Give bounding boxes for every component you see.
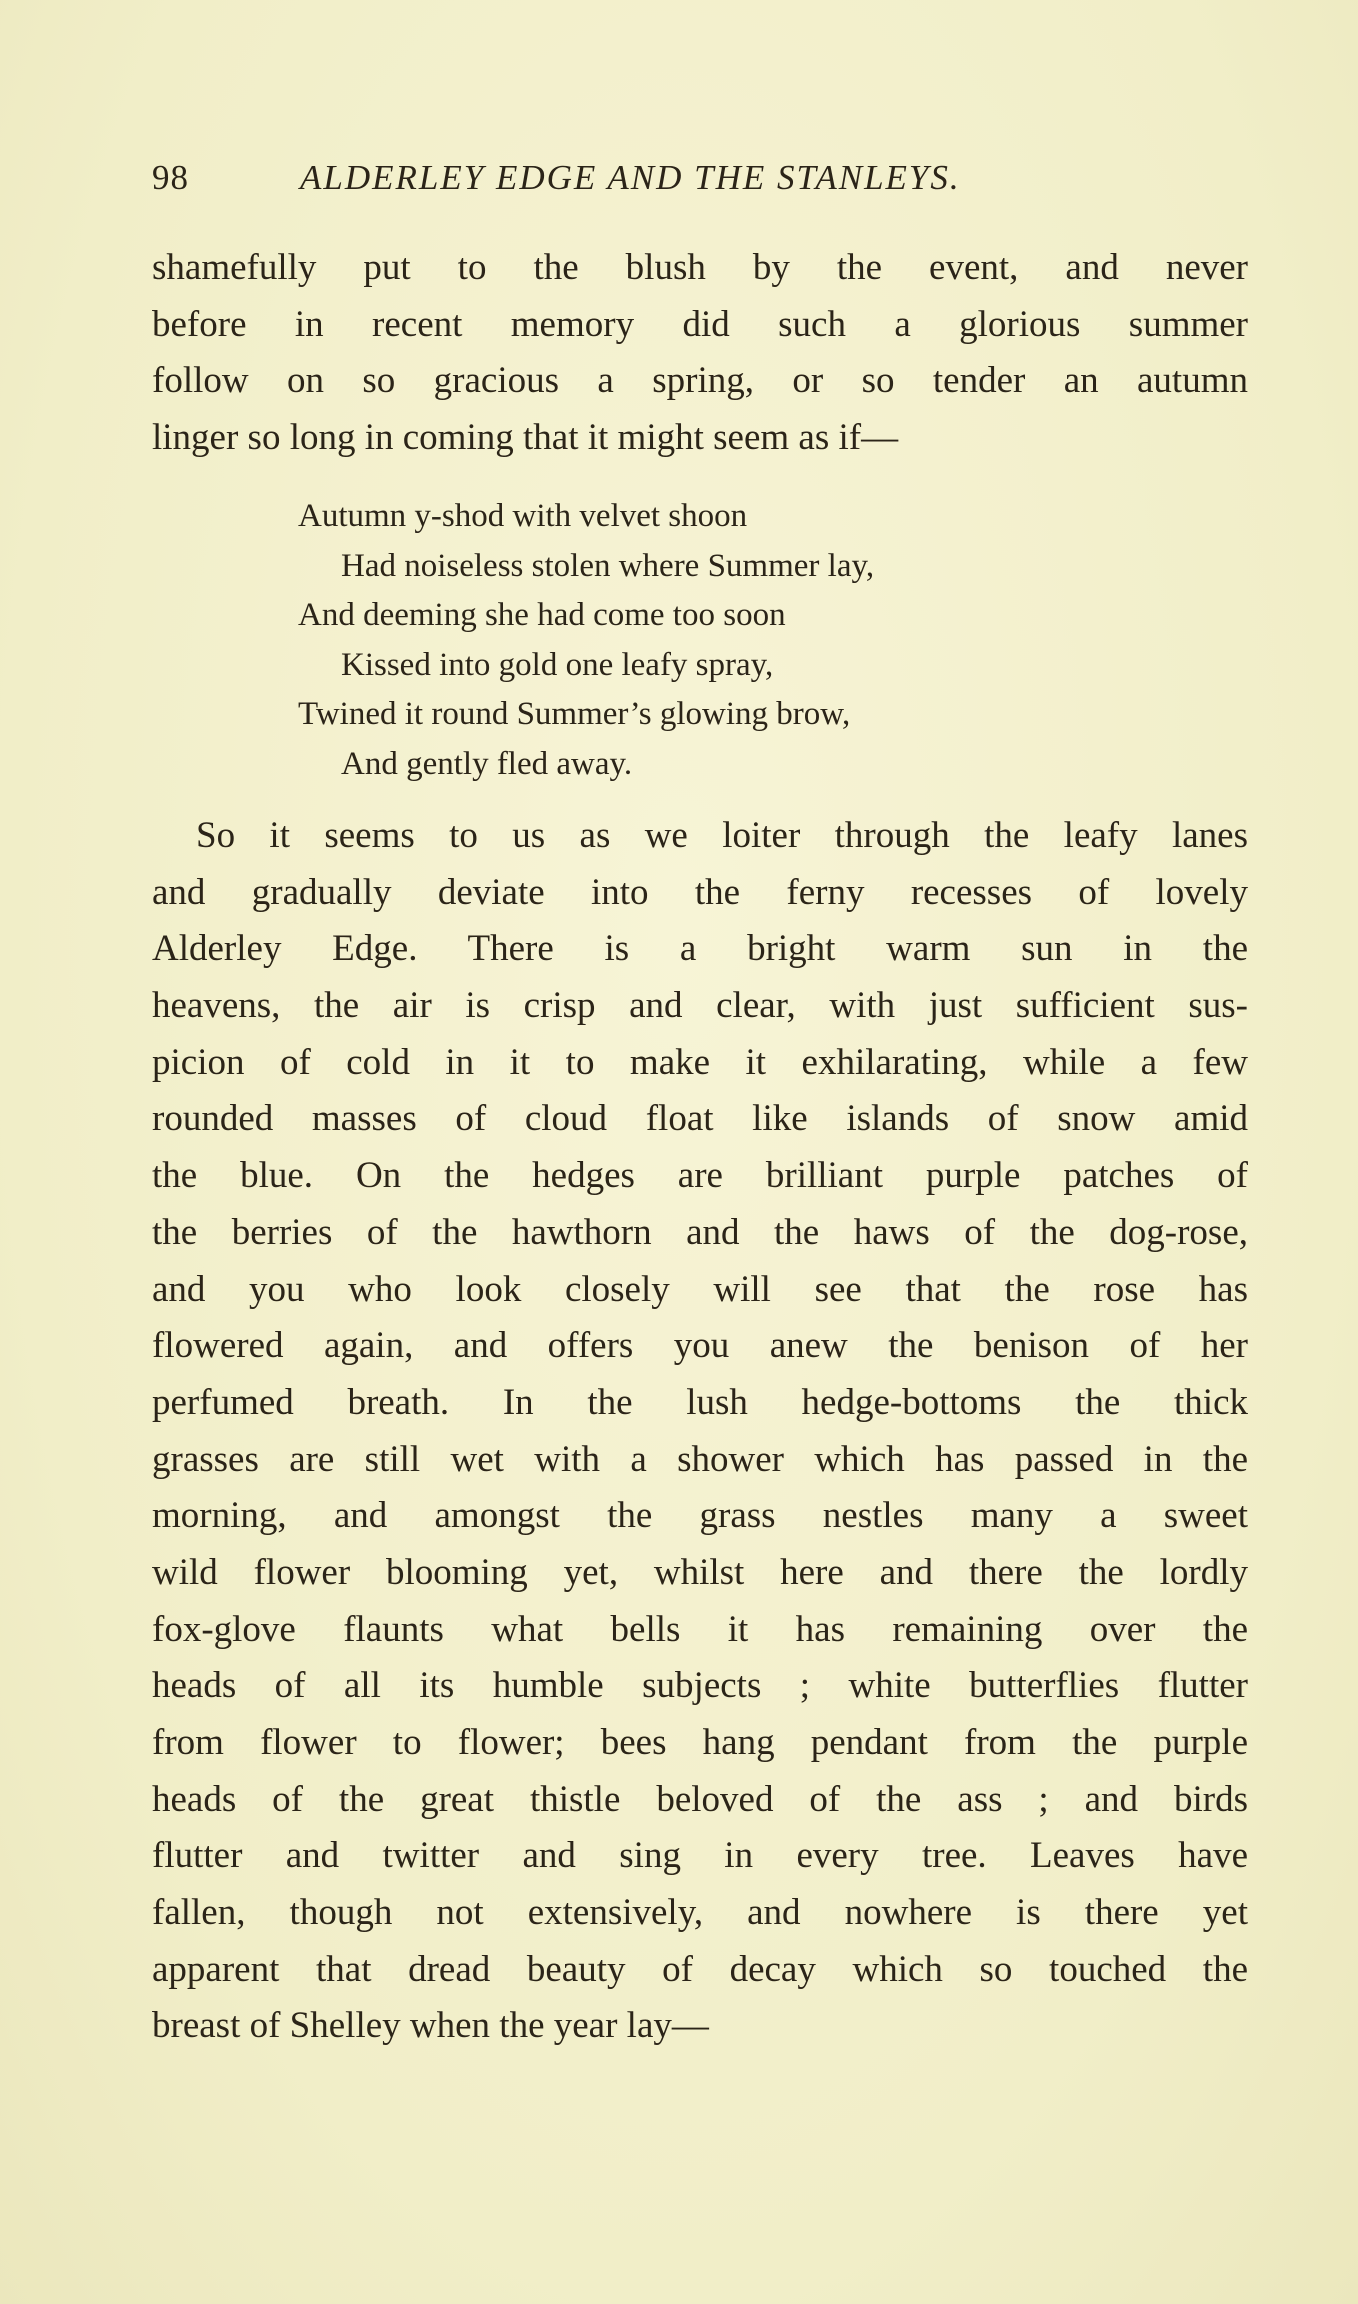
text-line: morning, and amongst the grass nestles many a sweet bbox=[152, 1495, 1248, 1537]
paragraph-1 bbox=[152, 240, 1248, 467]
poem-line: Autumn y-shod with velvet shoon bbox=[298, 498, 748, 534]
text-line: and gradually deviate into the ferny recesses of lovely bbox=[152, 871, 1248, 913]
text-line: heads of the great thistle beloved of the ass ; and birds bbox=[152, 1778, 1248, 1820]
text-line: before in recent memory did such a glorious summer bbox=[152, 303, 1248, 345]
text-line: perfumed breath. In the lush hedge-bottoms the thick bbox=[152, 1381, 1248, 1423]
poem-line: And gently fled away. bbox=[341, 745, 633, 782]
poem-line: Twined it round Summer’s glowing brow, bbox=[298, 696, 851, 733]
text-line: So it seems to us as we loiter through the leafy lanes bbox=[196, 815, 1248, 856]
text-line: from flower to flower; bees hang pendant from the purple bbox=[152, 1722, 1248, 1763]
poem-line: And deeming she had come too soon bbox=[298, 597, 786, 634]
text-line: picion of cold in it to make it exhilarating, while a few bbox=[152, 1041, 1248, 1083]
text-line: linger so long in coming that it might seem as if— bbox=[152, 417, 899, 459]
poem-line: Had noiseless stolen where Summer lay, bbox=[341, 547, 875, 584]
page-number: 98 bbox=[152, 158, 189, 197]
page-header bbox=[152, 158, 1252, 208]
text-line: rounded masses of cloud float like islands of snow amid bbox=[152, 1098, 1248, 1140]
text-line: heavens, the air is crisp and clear, with just sufficient sus- bbox=[152, 985, 1248, 1027]
text-line: heads of all its humble subjects ; white butterflies flutter bbox=[152, 1665, 1248, 1707]
text-line: grasses are still wet with a shower which has passed in the bbox=[152, 1438, 1248, 1480]
text-line: Alderley Edge. There is a bright warm sun in the bbox=[152, 928, 1248, 970]
text-line: flowered again, and offers you anew the benison of her bbox=[152, 1325, 1248, 1367]
text-line: fox-glove flaunts what bells it has remaining over the bbox=[152, 1608, 1248, 1650]
text-line: the berries of the hawthorn and the haws of the dog-rose, bbox=[152, 1211, 1248, 1253]
text-line: shamefully put to the blush by the event, and never bbox=[152, 247, 1248, 288]
text-line: apparent that dread beauty of decay which so touched the bbox=[152, 1948, 1248, 1990]
paragraph-2 bbox=[152, 808, 1248, 2055]
text-line: fallen, though not extensively, and nowhere is there yet bbox=[152, 1892, 1248, 1934]
text-line: and you who look closely will see that the rose has bbox=[152, 1268, 1248, 1310]
text-line: the blue. On the hedges are brilliant purple patches of bbox=[152, 1155, 1248, 1197]
poem-stanza bbox=[298, 492, 874, 790]
text-line: breast of Shelley when the year lay— bbox=[152, 2005, 709, 2047]
text-line: wild flower blooming yet, whilst here and there the lordly bbox=[152, 1551, 1248, 1593]
poem-line: Kissed into gold one leafy spray, bbox=[341, 646, 774, 683]
text-line: flutter and twitter and sing in every tree. Leaves have bbox=[152, 1835, 1248, 1877]
text-line: follow on so gracious a spring, or so tender an autumn bbox=[152, 360, 1248, 402]
running-title: ALDERLEY EDGE AND THE STANLEYS. bbox=[300, 158, 961, 197]
